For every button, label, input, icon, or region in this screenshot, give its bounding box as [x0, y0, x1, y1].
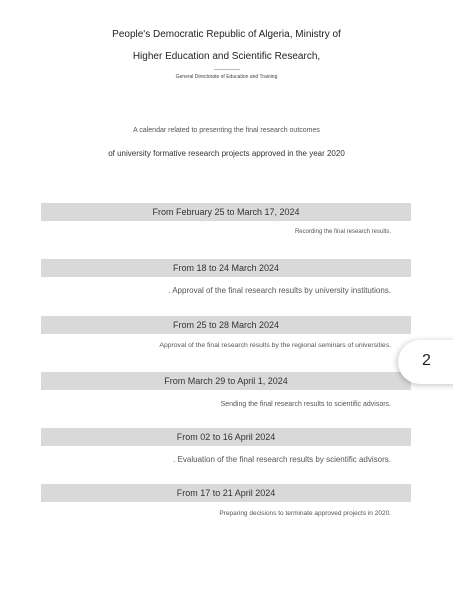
- period-bar: From February 25 to March 17, 2024: [41, 203, 411, 221]
- header-ministry-line-2: Higher Education and Scientific Research,: [132, 51, 321, 62]
- period-bar: From 02 to 16 April 2024: [41, 428, 411, 446]
- activity-text: Recording the final research results.: [294, 229, 391, 235]
- activity-text: Approval of the final research results by the regional seminars of universities.: [159, 342, 391, 349]
- activity-text: Preparing decisions to terminate approved projects in 2020.: [219, 510, 391, 517]
- header-ministry-line-1: People's Democratic Republic of Algeria, Ministry of: [112, 29, 341, 40]
- subtitle-line-1: A calendar related to presenting the final research outcomes: [133, 127, 320, 134]
- activity-text: Sending the final research results to scientific advisors.: [220, 401, 391, 408]
- period-bar: From 17 to 21 April 2024: [41, 484, 411, 502]
- page-number-tab[interactable]: [398, 340, 453, 384]
- period-bar: From 18 to 24 March 2024: [41, 259, 411, 277]
- activity-text: . Approval of the final research results by university institutions.: [168, 286, 391, 295]
- activity-text: . Evaluation of the final research results by scientific advisors.: [173, 455, 391, 464]
- page-number: 2: [422, 352, 431, 369]
- period-bar: From March 29 to April 1, 2024: [41, 372, 411, 390]
- header-directorate: General Directorate of Education and Training: [175, 74, 278, 80]
- header-divider: [214, 69, 240, 70]
- subtitle-line-2: of university formative research projects approved in the year 2020: [108, 149, 345, 158]
- period-bar: From 25 to 28 March 2024: [41, 316, 411, 334]
